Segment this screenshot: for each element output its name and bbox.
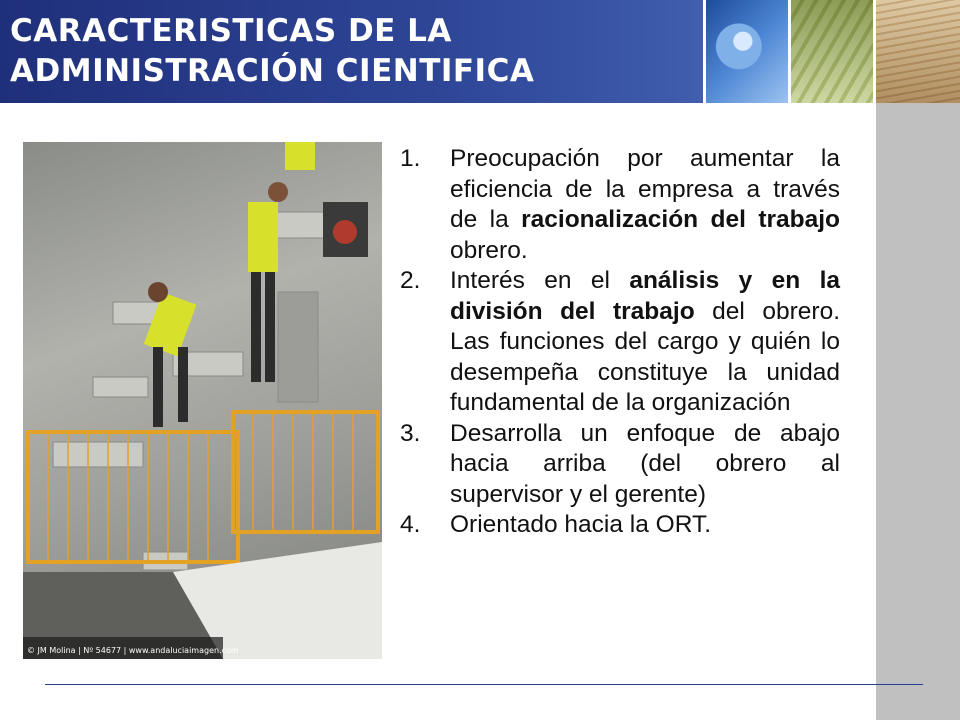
list-item-text: Preocupación por aumentar la eficiencia de la empresa a través de la [450,145,840,233]
decor-image-pen-paper [873,0,960,103]
list-item-number: 4. [400,511,421,538]
characteristics-list [396,144,840,541]
footer-rule [45,684,923,685]
list-item-text: obrero. [450,236,528,264]
list-item [396,510,840,541]
list-item [396,266,840,419]
decor-image-clock [703,0,788,103]
list-item-emphasis: racionalización del trabajo [521,206,841,233]
list-item-number: 3. [400,419,421,447]
decor-image-calculator [788,0,873,103]
photo-illustration [23,142,382,659]
slide-title: CARACTERISTICAS DE LA ADMINISTRACIÓN CIENTIFICA [10,13,535,89]
list-item-number: 1. [400,145,421,172]
list-item-number: 2. [400,267,421,294]
list-item [396,419,840,511]
list-item-text: Orientado hacia la ORT. [450,511,712,538]
photo-credit: © JM Molina | Nº 54677 | www.andaluciaimagen.com [27,646,239,655]
title-banner [0,0,960,103]
list-item-text: del obrero. Las funciones del cargo y quién lo desempeña constituye la unidad fundamental de la organización [450,297,841,416]
right-side-bar [876,103,960,720]
workers-photo [23,142,382,659]
list-item-emphasis: análisis y en la división del trabajo [450,267,840,325]
list-item-text: Interés en el [450,267,630,294]
list-item [396,144,840,266]
list-item-text: Desarrolla un enfoque de abajo hacia arriba (del obrero al supervisor y el gerente) [450,419,840,508]
